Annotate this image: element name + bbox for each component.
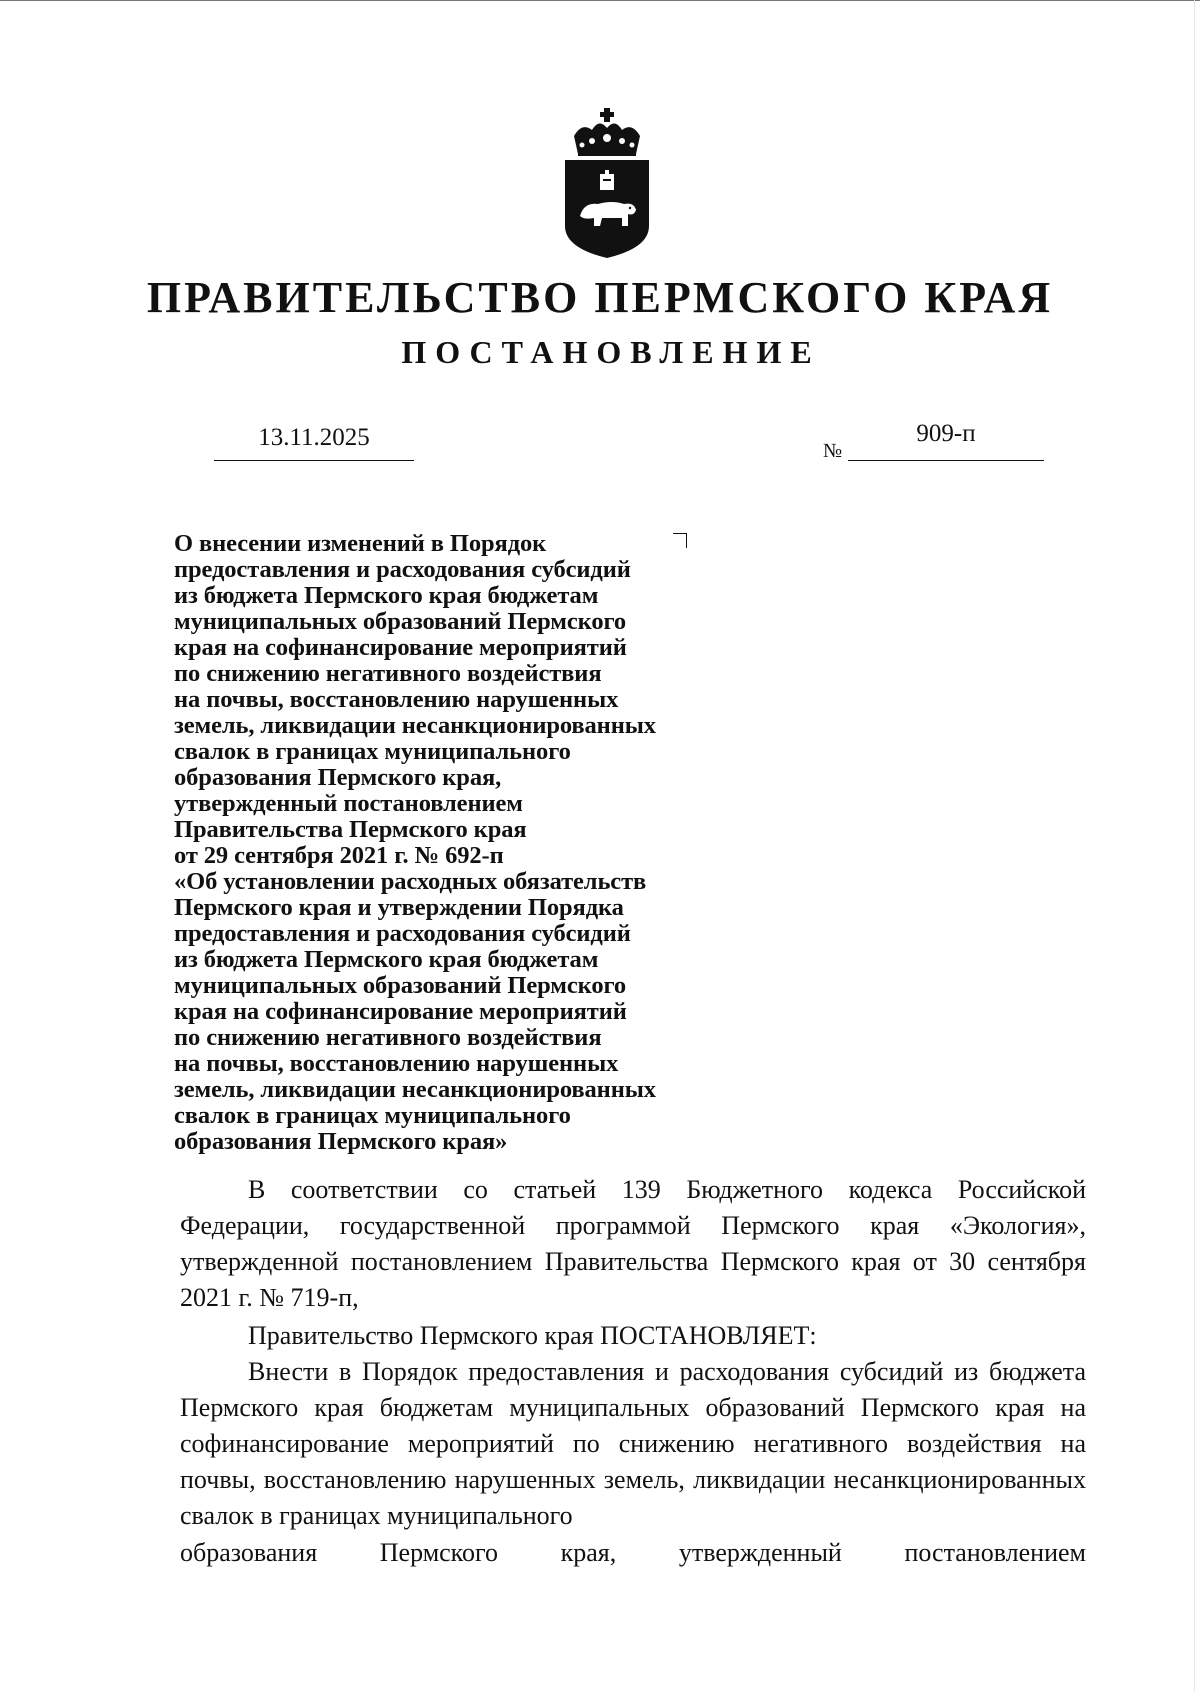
document-date: 13.11.2025 [258,424,370,451]
continued-word: постановлением [904,1538,1086,1567]
preamble-paragraph: В соответствии со статьей 139 Бюджетного кодекса Российской Федерации, государственной программой Пермского края «Экология», утвержденной постановлением Правительства Пермского края от 30 сентября 2021 г. № 719-п, [180,1175,1086,1312]
document-subject: О внесении изменений в Порядок предоставления и расходования субсидий из бюджета Пермского края бюджетам муниципальных образований Пермского края на софинансирование мероприятий по снижению негативного воздействия на почвы, восстановлению нарушенных земель, ликвидации несанкционированных свалок в границах муниципального образования Пермского края, утвержденный постановлением Правительства Пермского края от 29 сентября 2021 г. № 692-п «Об установлении расходных обязательств Пермского края и утверждении Порядка предоставления и расходования субсидий из бюджета Пермского края бюджетам муниципальных образований Пермского края на софинансирование мероприятий по снижению негативного воздействия на почвы, восстановлению нарушенных земель, ликвидации несанкционированных свалок в границах муниципального образования Пермского края» [174,530,656,1155]
number-sign: № [823,440,843,462]
scan-right-edge [1194,0,1195,1691]
continued-word: края, [560,1538,617,1567]
continued-word: образования [180,1538,318,1567]
number-underline [848,460,1044,461]
date-underline [214,460,414,461]
main-paragraph: Внести в Порядок предоставления и расходования субсидий из бюджета Пермского края бюджетам муниципальных образований Пермского края на софинансирование мероприятий по снижению негативного воздействия на почвы, восстановлению нарушенных земель, ликвидации несанкционированных свалок в границах муниципального [180,1357,1086,1530]
document-number: 909-п [916,420,976,447]
continued-word: Пермского [379,1538,499,1567]
continued-line [180,1535,1086,1571]
government-title: ПРАВИТЕЛЬСТВО ПЕРМСКОГО КРАЯ [146,273,1054,322]
scan-top-border [0,0,1200,1]
continued-word: утвержденный [678,1538,842,1567]
document-type: ПОСТАНОВЛЕНИЕ [401,334,821,370]
resolution-statement: Правительство Пермского края ПОСТАНОВЛЯЕТ: [248,1321,817,1350]
perm-krai-coat-of-arms-icon [562,108,652,260]
